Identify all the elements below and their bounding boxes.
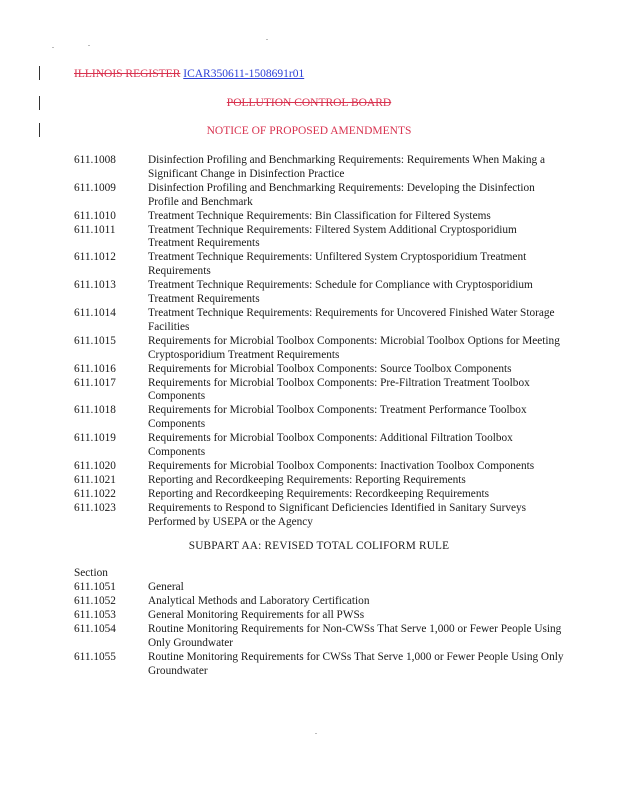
section-number: 611.1023 (74, 501, 116, 514)
section-number: 611.1055 (74, 650, 116, 663)
section-row (74, 460, 564, 474)
section-number: 611.1052 (74, 595, 116, 608)
notice-title: NOTICE OF PROPOSED AMENDMENTS (206, 125, 412, 137)
section-title: Requirements for Microbial Toolbox Components: Additional Filtration Toolbox Components (148, 432, 513, 459)
section-title: Routine Monitoring Requirements for CWSs That Serve 1,000 or Fewer People Using Only Groundwater (148, 650, 564, 677)
section-title: General Monitoring Requirements for all PWSs (148, 609, 365, 622)
section-title: Analytical Methods and Laboratory Certification (148, 595, 370, 608)
section-title: Requirements for Microbial Toolbox Components: Inactivation Toolbox Components (148, 459, 535, 472)
change-bar (39, 66, 40, 80)
section-list (74, 581, 564, 678)
scan-speck (88, 45, 90, 46)
section-number: 611.1020 (74, 459, 116, 472)
section-row (74, 363, 564, 377)
section-title: General (148, 581, 184, 594)
section-title: Disinfection Profiling and Benchmarking Requirements: Requirements When Making a Significant Change in Disinfection Practice (148, 154, 545, 180)
section-title: Requirements for Microbial Toolbox Components: Pre-Filtration Treatment Toolbox Components (148, 376, 530, 403)
section-title: Requirements for Microbial Toolbox Components: Microbial Toolbox Options for Meeting Cryptosporidium Treatment Requirements (148, 334, 560, 361)
section-row (74, 609, 564, 623)
section-list (74, 154, 564, 529)
register-title-struck: ILLINOIS REGISTER (74, 68, 181, 80)
section-row (74, 404, 564, 432)
section-row (74, 623, 564, 651)
scan-speck (315, 733, 317, 734)
table-of-contents (74, 154, 564, 679)
section-row (74, 581, 564, 595)
section-number: 611.1008 (74, 154, 116, 166)
document-code: ICAR350611-1508691r01 (183, 68, 305, 80)
section-row (74, 251, 564, 279)
register-header (74, 68, 304, 80)
section-number: 611.1009 (74, 181, 116, 194)
section-title: Treatment Technique Requirements: Schedule for Compliance with Cryptosporidium Treatment Requirements (148, 279, 533, 306)
section-number: 611.1051 (74, 581, 116, 594)
section-row (74, 279, 564, 307)
section-title: Treatment Technique Requirements: Requirements for Uncovered Finished Water Storage Facilities (148, 306, 555, 333)
section-number: 611.1054 (74, 623, 116, 635)
section-row (74, 154, 564, 182)
section-row (74, 488, 564, 502)
section-number: 611.1010 (74, 209, 116, 222)
section-title: Treatment Technique Requirements: Filtered System Additional Cryptosporidium Treatment Requirements (148, 223, 517, 250)
section-label: Section (74, 567, 108, 580)
section-number: 611.1022 (74, 487, 116, 500)
agency-name: POLLUTION CONTROL BOARD (226, 97, 392, 109)
section-number: 611.1053 (74, 609, 116, 622)
section-row (74, 335, 564, 363)
section-number: 611.1014 (74, 306, 116, 319)
scan-speck (266, 39, 268, 40)
section-number: 611.1015 (74, 334, 116, 347)
section-number: 611.1017 (74, 376, 116, 389)
section-number: 611.1016 (74, 362, 116, 375)
section-number: 611.1021 (74, 473, 116, 486)
section-title: Reporting and Recordkeeping Requirements: Reporting Requirements (148, 473, 466, 486)
section-title: Reporting and Recordkeeping Requirements: Recordkeeping Requirements (148, 487, 490, 500)
section-title: Treatment Technique Requirements: Bin Classification for Filtered Systems (148, 209, 491, 222)
scan-speck (52, 47, 54, 48)
section-number: 611.1012 (74, 251, 116, 264)
section-row (74, 595, 564, 609)
section-number: 611.1011 (74, 223, 116, 236)
section-row (74, 474, 564, 488)
section-title: Disinfection Profiling and Benchmarking Requirements: Developing the Disinfection Profile and Benchmark (148, 181, 535, 208)
section-title: Requirements for Microbial Toolbox Components: Treatment Performance Toolbox Components (148, 404, 527, 431)
section-number: 611.1018 (74, 404, 116, 417)
section-title: Treatment Technique Requirements: Unfiltered System Cryptosporidium Treatment Requirements (148, 251, 527, 278)
section-row (74, 307, 564, 335)
section-row (74, 502, 564, 530)
subpart-heading: SUBPART AA: REVISED TOTAL COLIFORM RULE (188, 540, 450, 553)
section-title: Requirements to Respond to Significant Deficiencies Identified in Sanitary Surveys Performed by USEPA or the Agency (148, 501, 527, 528)
section-row (74, 210, 564, 224)
section-title: Requirements for Microbial Toolbox Components: Source Toolbox Components (148, 362, 512, 375)
section-row (74, 432, 564, 460)
section-number: 611.1019 (74, 432, 116, 445)
section-row (74, 224, 564, 252)
section-number: 611.1013 (74, 279, 116, 292)
section-row (74, 182, 564, 210)
section-title: Routine Monitoring Requirements for Non-CWSs That Serve 1,000 or Fewer People Using Only Groundwater (148, 623, 562, 649)
section-row (74, 377, 564, 405)
section-row (74, 651, 564, 679)
